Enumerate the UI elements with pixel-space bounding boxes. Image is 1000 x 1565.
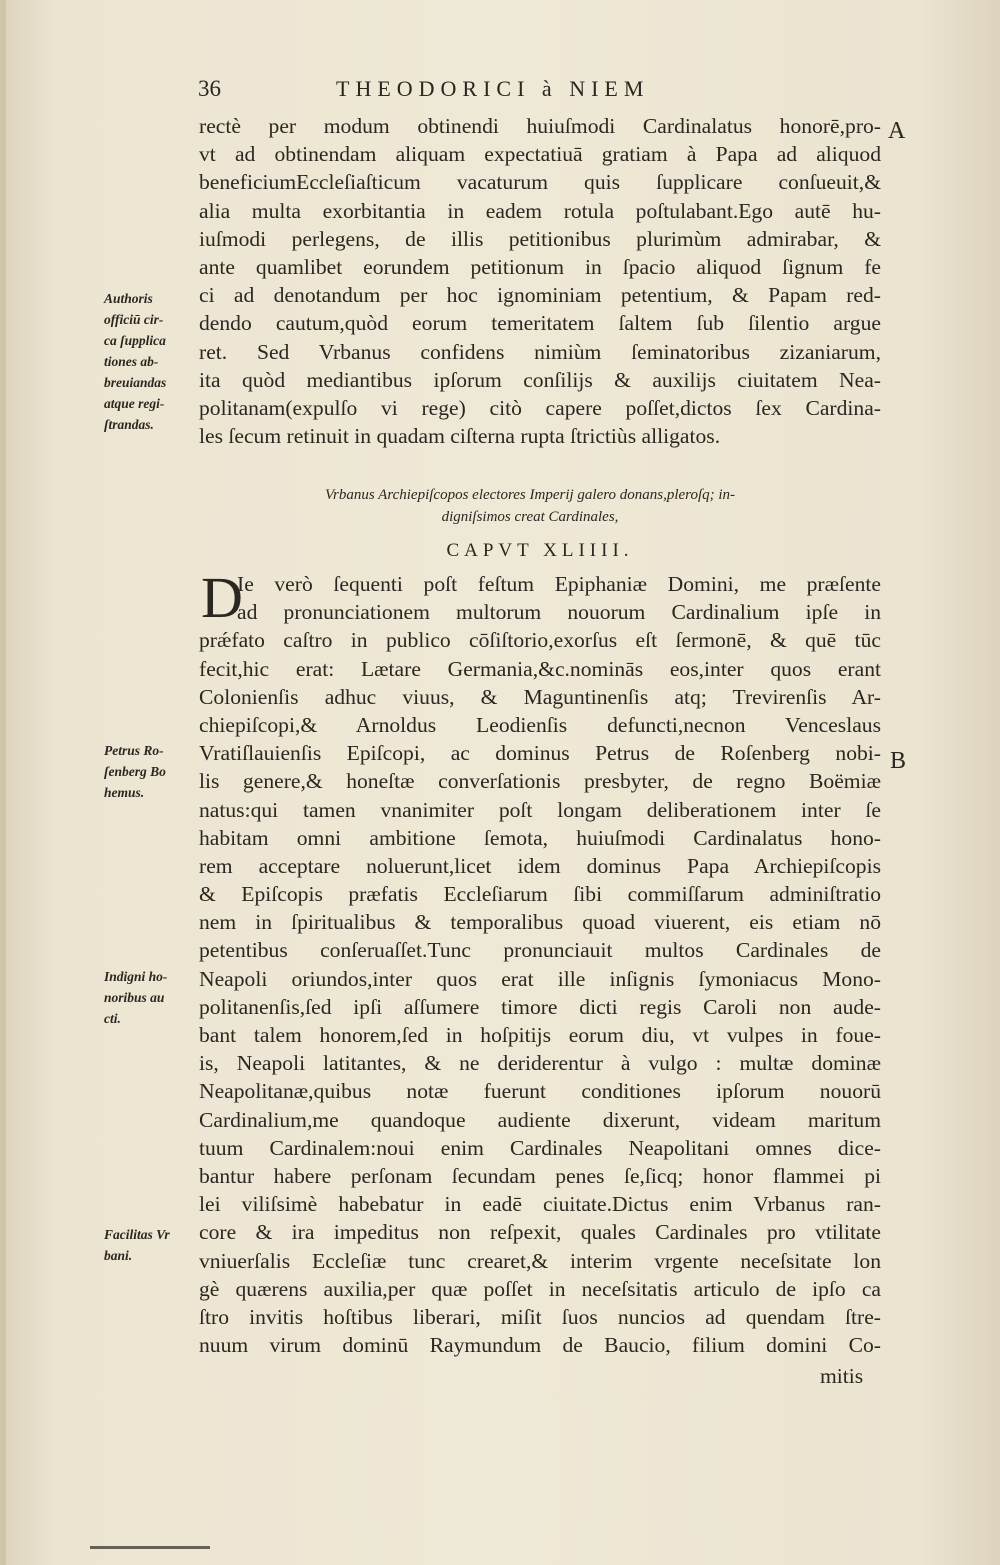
catchword: mitis — [820, 1364, 864, 1388]
text-line: lei viliſsimè habebatur in eadē ciuitate.Dictus enim Vrbanus ran- — [199, 1192, 881, 1217]
page-header — [198, 74, 798, 108]
marginal-line: ſtrandas. — [104, 417, 154, 432]
marginal-line: ca ſupplica — [104, 333, 166, 348]
text-line: ret. Sed Vrbanus confidens nimiùm ſeminatoribus zizaniarum, — [199, 339, 881, 364]
text-line: ita quòd mediantibus ipſorum conſilijs & auxilijs ciuitatem Nea- — [199, 367, 881, 392]
marginal-line: Indigni ho- — [104, 969, 168, 984]
text-line: nem in ſpiritualibus & temporalibus quoad viuerent, eis etiam nō — [199, 910, 881, 935]
text-block-2 — [199, 565, 881, 1359]
text-line: dendo cautum,quòd eorum temeritatem ſaltem ſub ſilentio argue — [199, 311, 881, 336]
text-line: politanam(expulſo vi rege) citò capere poſſet,dictos ſex Cardina- — [199, 395, 881, 420]
page-gutter — [0, 0, 6, 1565]
marginal-line: tiones ab- — [104, 354, 159, 369]
text-line: bant talem honorem,ſed in hoſpitijs eorum diu, vt vulpes in foue- — [199, 1023, 881, 1047]
text-line: core & ira impeditus non reſpexit, quales Cardinales pro vtilitate — [199, 1220, 881, 1245]
text-line: is, Neapoli latitantes, & ne deriderentur à vulgo : multæ dominæ — [199, 1051, 881, 1076]
marginal-line: Petrus Ro- — [104, 743, 164, 758]
running-title: THEODORICI à NIEM — [336, 76, 650, 101]
text-line: Ie verò ſequenti poſt feſtum Epiphaniæ Domini, me præſente — [237, 572, 881, 596]
marginal-line: ſenberg Bo — [104, 764, 166, 779]
text-line: Neapoli oriundos,inter quos erat ille inſignis ſymoniacus Mono- — [199, 966, 881, 991]
text-line: ante quamlibet eorundem petitionum in ſpacio aliquod ſignum fe — [199, 254, 881, 279]
text-block-1 — [199, 112, 881, 450]
marginal-line: officiū cir- — [104, 312, 164, 327]
marginal-line: breuiandas — [104, 375, 167, 390]
marginal-note-indigni — [104, 966, 196, 1029]
marginal-line: noribus au — [104, 990, 165, 1005]
chapter-title: CAPVT XLIIII. — [446, 540, 634, 561]
text-line: ci ad denotandum per hoc ignominiam petentium, & Papam red- — [199, 283, 881, 308]
text-line: petentibus conſeruaſſet.Tunc pronunciauit multos Cardinales de — [199, 938, 881, 963]
text-line: vniuerſalis Eccleſiæ tunc crearet,& interim vrgente neceſsitate lon — [199, 1248, 881, 1273]
text-line: bantur habere perſonam ſecundam penes ſe,ſicq; honor flammei pi — [199, 1163, 881, 1188]
text-line: Cardinalium,me quandoque audiente dixerunt, videam maritum — [199, 1107, 881, 1132]
text-line: ſtro invitis hoſtibus liberari, miſit ſuos nuncios ad quendam ſtre- — [199, 1304, 881, 1329]
marginal-line: atque regi- — [104, 396, 165, 411]
text-line: & Epiſcopis præfatis Eccleſiarum ſibi commiſſarum adminiſtratio — [199, 882, 881, 907]
text-line: habitam omni ambitione ſemota, huiuſmodi Cardinalatus hono- — [199, 825, 881, 850]
marginal-line: bani. — [104, 1248, 133, 1263]
text-line: lis genere,& honeſtæ converſationis presbyter, de regno Boëmiæ — [199, 769, 881, 794]
section-letter-a: A — [888, 118, 906, 144]
marginal-note-rosenberg — [104, 740, 196, 803]
text-line: beneficiumEccleſiaſticum vacaturum quis ſupplicare conſueuit,& — [199, 170, 881, 195]
text-line: alia multa exorbitantia in eadem rotula poſtulabant.Ego autē hu- — [199, 198, 881, 223]
text-line: vt ad obtinendam aliquam expectatiuā gratiam à Papa ad aliquod — [199, 142, 881, 167]
page-edge-mark — [90, 1546, 210, 1549]
text-line: iuſmodi perlegens, de illis petitionibus plurimùm admirabar, & — [199, 226, 881, 251]
text-line: chiepiſcopi,& Arnoldus Leodienſis defuncti,necnon Venceslaus — [199, 712, 881, 737]
text-line: nuum virum dominū Raymundum de Baucio, filium domini Co- — [199, 1333, 881, 1358]
chapter-summary-line: Vrbanus Archiepiſcopos electores Imperij galero donans,pleroſq; in- — [324, 487, 736, 503]
text-line: rem acceptare noluerunt,licet idem dominus Papa Archiepiſcopis — [199, 853, 881, 878]
text-line: ad pronunciationem multorum nouorum Cardinalium ipſe in — [237, 600, 881, 625]
marginal-line: Facilitas Vr — [104, 1227, 170, 1242]
text-line: Colonienſis adhuc viuus, & Maguntinenſis atq; Trevirenſis Ar- — [199, 684, 881, 709]
marginal-line: cti. — [104, 1011, 121, 1026]
section-letter-b: B — [890, 748, 907, 774]
marginal-note-authoris — [104, 288, 196, 435]
text-line: tuum Cardinalem:noui enim Cardinales Neapolitani omnes dice- — [199, 1135, 881, 1160]
text-line: Vratiſlauienſis Epiſcopi, ac dominus Petrus de Roſenberg nobi- — [199, 741, 881, 766]
text-line: gè quærens auxilia,per quæ poſſet in neceſsitatis articulo de ipſo ca — [199, 1276, 881, 1301]
text-line: rectè per modum obtinendi huiuſmodi Cardinalatus honorē,pro- — [199, 114, 881, 138]
text-line: fecit,hic erat: Lætare Germania,&c.nominās eos,inter quos erant — [199, 656, 881, 681]
text-line: les ſecum retinuit in quadam ciſterna rupta ſtrictiùs alligatos. — [199, 424, 721, 449]
text-line: Neapolitanæ,quibus notæ fuerunt conditiones ipſorum nouorū — [199, 1079, 881, 1104]
chapter-summary — [270, 484, 790, 528]
marginal-note-facilitas — [104, 1224, 196, 1266]
text-line: politanenſis,ſed ipſi aſſumere timore dicti regis Caroli non aude- — [199, 994, 881, 1019]
drop-cap: D — [201, 565, 243, 630]
marginal-line: Authoris — [104, 291, 153, 306]
text-line: natus:qui tamen vnanimiter poſt longam deliberationem inter ſe — [199, 797, 881, 822]
marginal-line: hemus. — [104, 785, 145, 800]
text-line: prǽfato caſtro in publico cōſiſtorio,exorſus eſt ſermonē, & quē tūc — [199, 628, 881, 653]
page-number: 36 — [198, 76, 221, 101]
chapter-summary-line: digniſsimos creat Cardinales, — [441, 509, 619, 525]
